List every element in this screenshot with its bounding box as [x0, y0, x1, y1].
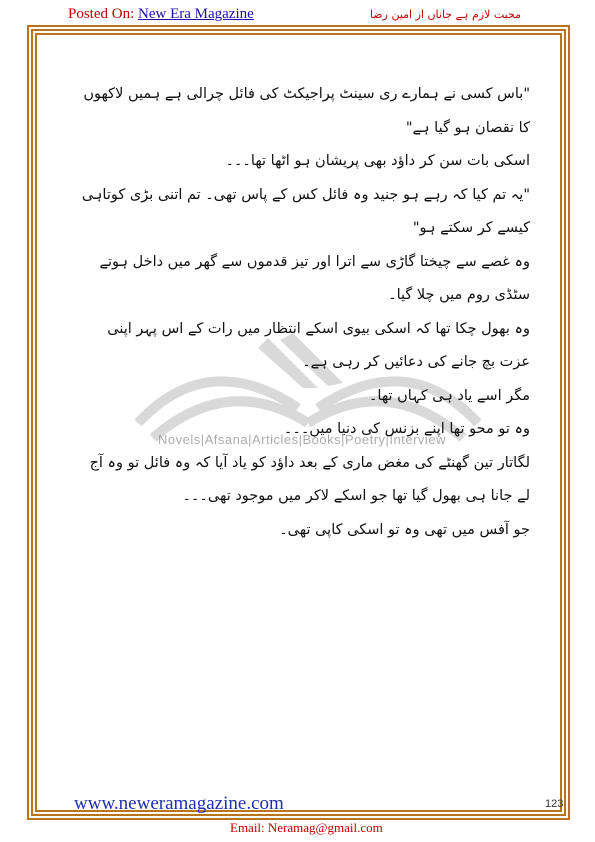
website-link[interactable]: www.neweramagazine.com: [74, 793, 284, 814]
posted-on: [68, 6, 254, 23]
magazine-link[interactable]: New Era Magazine: [138, 6, 254, 22]
story-text: [75, 78, 530, 547]
footer-email: Email: Neramag@gmail.com: [230, 820, 383, 835]
story-title: محبت لازم ہے جاناں از امین رضا: [369, 8, 521, 21]
paragraph: جو آفس میں تھی وہ تو اسکی کاپی تھی۔: [279, 521, 530, 538]
paragraph: لگاتار تین گھنٹے کی مغض ماری کے بعد داؤد کو یاد آیا کہ وہ فائل تو وہ آج لے جانا ہی بھول گیا تھا جو اسکے لاکر میں موجود تھی۔۔۔: [89, 454, 530, 504]
paragraph: وہ بھول چکا تھا کہ اسکی بیوی اسکے انتظار میں رات کے اس پہر اپنی عزت بچ جانے کی دعائیں کر رہی ہے۔: [107, 320, 530, 370]
paragraph: وہ غصے سے چیختا گاڑی سے اترا اور تیز قدموں سے گھر میں داخل ہوتے سٹڈی روم میں چلا گیا۔: [99, 253, 530, 303]
paragraph: مگر اسے یاد ہی کہاں تھا۔: [368, 387, 530, 404]
posted-label: Posted On:: [68, 6, 135, 22]
paragraph: وہ تو محو تھا اپنے بزنس کی دنیا میں۔۔۔: [283, 421, 530, 437]
paragraph: اسکی بات سن کر داؤد بھی پریشان ہو اٹھا تھا۔۔۔: [225, 153, 530, 169]
paragraph: "یہ تم کیا کہ رہے ہو جنید وہ فائل کس کے پاس تھی۔ تم اتنی بڑی کوتاہی کیسے کر سکتے ہو": [81, 186, 530, 236]
page-number: 123: [545, 798, 564, 810]
paragraph: "باس کسی نے ہمارے ری سینٹ پراجیکٹ کی فائل چرالی ہے ہمیں لاکھوں کا نقصان ہو گیا ہے": [83, 86, 530, 136]
watermark-text: Novels|Afsana|Articles|Books|Poetry|Interview: [158, 432, 446, 447]
